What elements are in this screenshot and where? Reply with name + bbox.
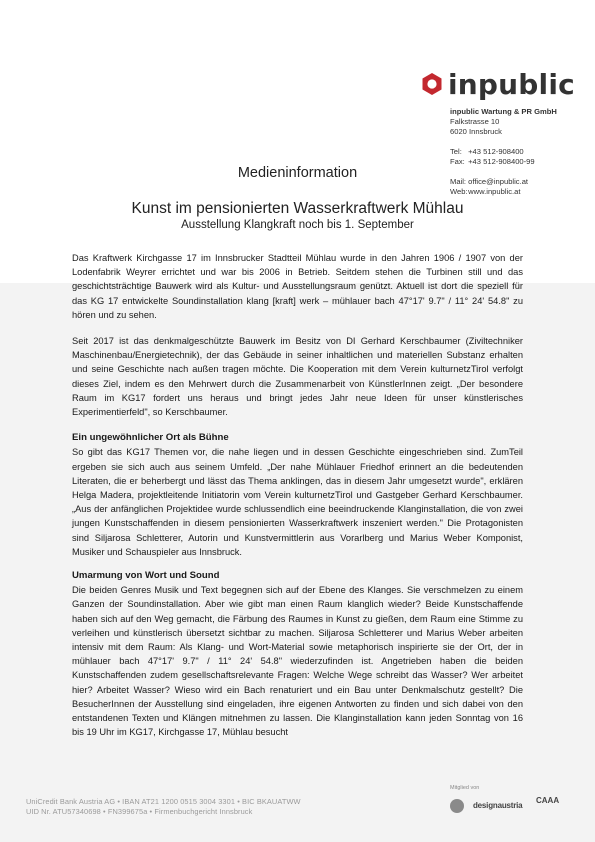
inpublic-ring-icon — [420, 72, 444, 96]
footer-line-registry: UID Nr. ATU57340698 • FN399675a • Firmenbuchgericht Innsbruck — [26, 806, 253, 816]
footer-line-bank: UniCredit Bank Austria AG • IBAN AT21 1200 0515 3004 3301 • BIC BKAUATWW — [26, 797, 301, 806]
sponsor-label: Mitglied von — [450, 785, 480, 791]
document-type: Medieninformation — [237, 165, 358, 181]
fax-value: +43 512-908400-99 — [468, 157, 535, 166]
caaa-logo: CAAA — [536, 796, 560, 805]
sponsor-logos — [448, 796, 578, 818]
fax-label: Fax: — [450, 157, 465, 166]
mail-label: Mail: — [450, 177, 467, 186]
tel-label: Tel: — [450, 147, 462, 156]
tel-value: +43 512-908400 — [468, 147, 524, 156]
designaustria-logo: designaustria — [473, 801, 523, 810]
article-body — [72, 251, 523, 752]
member-circle-logo-icon — [450, 799, 464, 813]
heading-stage: Ein ungewöhnlicher Ort als Bühne — [72, 432, 229, 444]
company-city: 6020 Innsbruck — [450, 127, 502, 136]
document-title: Kunst im pensionierten Wasserkraftwerk Mühlau — [131, 200, 464, 217]
web-label: Web: — [450, 187, 468, 196]
logo-wordmark: inpublic — [448, 68, 575, 101]
company-street: Falkstrasse 10 — [450, 117, 500, 126]
inpublic-logo — [420, 68, 575, 101]
mail-link[interactable]: office@inpublic.at — [468, 177, 529, 186]
company-contact-block — [450, 107, 590, 197]
heading-sound: Umarmung von Wort und Sound — [72, 570, 220, 582]
paragraph-stage: So gibt das KG17 Themen vor, die nahe liegen und in dessen Geschichte eingeschrieben sind. ZumTeil ergeben sie sich auch aus seinem Umfeld. „Der nahe Mühlauer Friedhof erinnert an die bedeutenden Literaten, die er beherbergt und lässt das Thema anklingen, das in diesem Jahr umgesetzt wurde", erklären Helga Madera, projektleitende Initiatorin vom Verein kulturnetzTirol und Gastgeber Gerhard Kerschbaumer. „Aus der anfänglichen Projektidee wurde schlussendlich eine beeindruckende Klanginstallation, die von zwei jungen Kunstschaffenden in diesem pensionierten Wasserkraftwerk inszeniert werden." Die Protagonisten sind Siljarosa Schletterer, Autorin und Kunstvermittlerin aus Vorarlberg und Marius Weber Komponist, Musiker und Schauspieler aus Innsbruck. — [72, 447, 523, 557]
web-link[interactable]: www.inpublic.at — [468, 187, 521, 196]
paragraph-intro: Das Kraftwerk Kirchgasse 17 im Innsbrucker Stadtteil Mühlau wurde in den Jahren 1906 / 1907 von der Lodenfabrik Weyrer errichtet und war bis 2006 in Betrieb. Seitdem stehen die Turbinen still und das geschichtsträchtige Bauwerk wird als Kultur- und Ausstellungsraum genützt. Aktuell ist dort die speziell für das KG 17 entwickelte Soundinstallation klang [kraft] werk – mühlauer bach 47°17' 9.7" / 11° 24' 54.8" zu hören und zu sehen. — [72, 253, 523, 320]
paragraph-owner: Seit 2017 ist das denkmalgeschützte Bauwerk im Besitz von DI Gerhard Kerschbaumer (Ziviltechniker Maschinenbau/Energietechnik), der das Gebäude in seiner inhaltlichen und materiellen Substanz erhalten und seine Geschichte nach außen tragen möchte. Die Kooperation mit dem Verein kulturnetzTirol verfolgt dieses Ziel, indem es den Mehrwert durch die Zusammenarbeit von KünstlerInnen zeigt. „Der besondere Raum im KG17 fordert uns heraus und bringt jedes Jahr neue Ideen für unser künstlerisches Experimentierfeld", so Kerschbaumer. — [72, 336, 523, 418]
company-name: inpublic Wartung & PR GmbH — [450, 107, 557, 116]
paragraph-sound: Die beiden Genres Musik und Text begegnen sich auf der Ebene des Klanges. Sie verschmelzen zu einem Ganzen der Soundinstallation. Aber wie gibt man einen Raum klanglich wieder? Beide Kunstschaffende haben sich auf den Weg gemacht, die Färbung des Raumes in Kunst zu gießen, dem Raum eine Stimme zu verleihen und künstlerisch übersetzt sichtbar zu machen. Siljarosa Schletterer und Marius Weber arbeiten intensiv mit dem Raum: Als Klang- und Wort-Material sowie metaphorisch inspirierte sie der Ort, der in mühlauer bach 47°17' 9.7" / 11° 24' 54.8" wiederzufinden ist. Angetrieben haben die beiden Kunstschaffenden zudem gesellschaftsrelevante Fragen: Welche Wege schreibt das Wasser? Wer arbeitet hier? Arbeitet Wasser? Wieso wird ein Bach renaturiert und ein Bau unter Denkmalschutz gestellt? Die BesucherInnen der Ausstellung sind eingeladen, ihre eigenen Antworten zu finden und sich dabei von den entstandenen Texten und Klängen mitnehmen zu lassen. Die Klanginstallation kann jeden Sonntag von 16 bis 19 Uhr im KG17, Kirchgasse 17, Mühlau besucht — [72, 585, 523, 738]
company-web-row — [450, 187, 590, 197]
footer-bank-info — [26, 797, 346, 816]
document-subtitle: Ausstellung Klangkraft noch bis 1. September — [181, 219, 414, 231]
company-tel-row — [450, 147, 590, 157]
